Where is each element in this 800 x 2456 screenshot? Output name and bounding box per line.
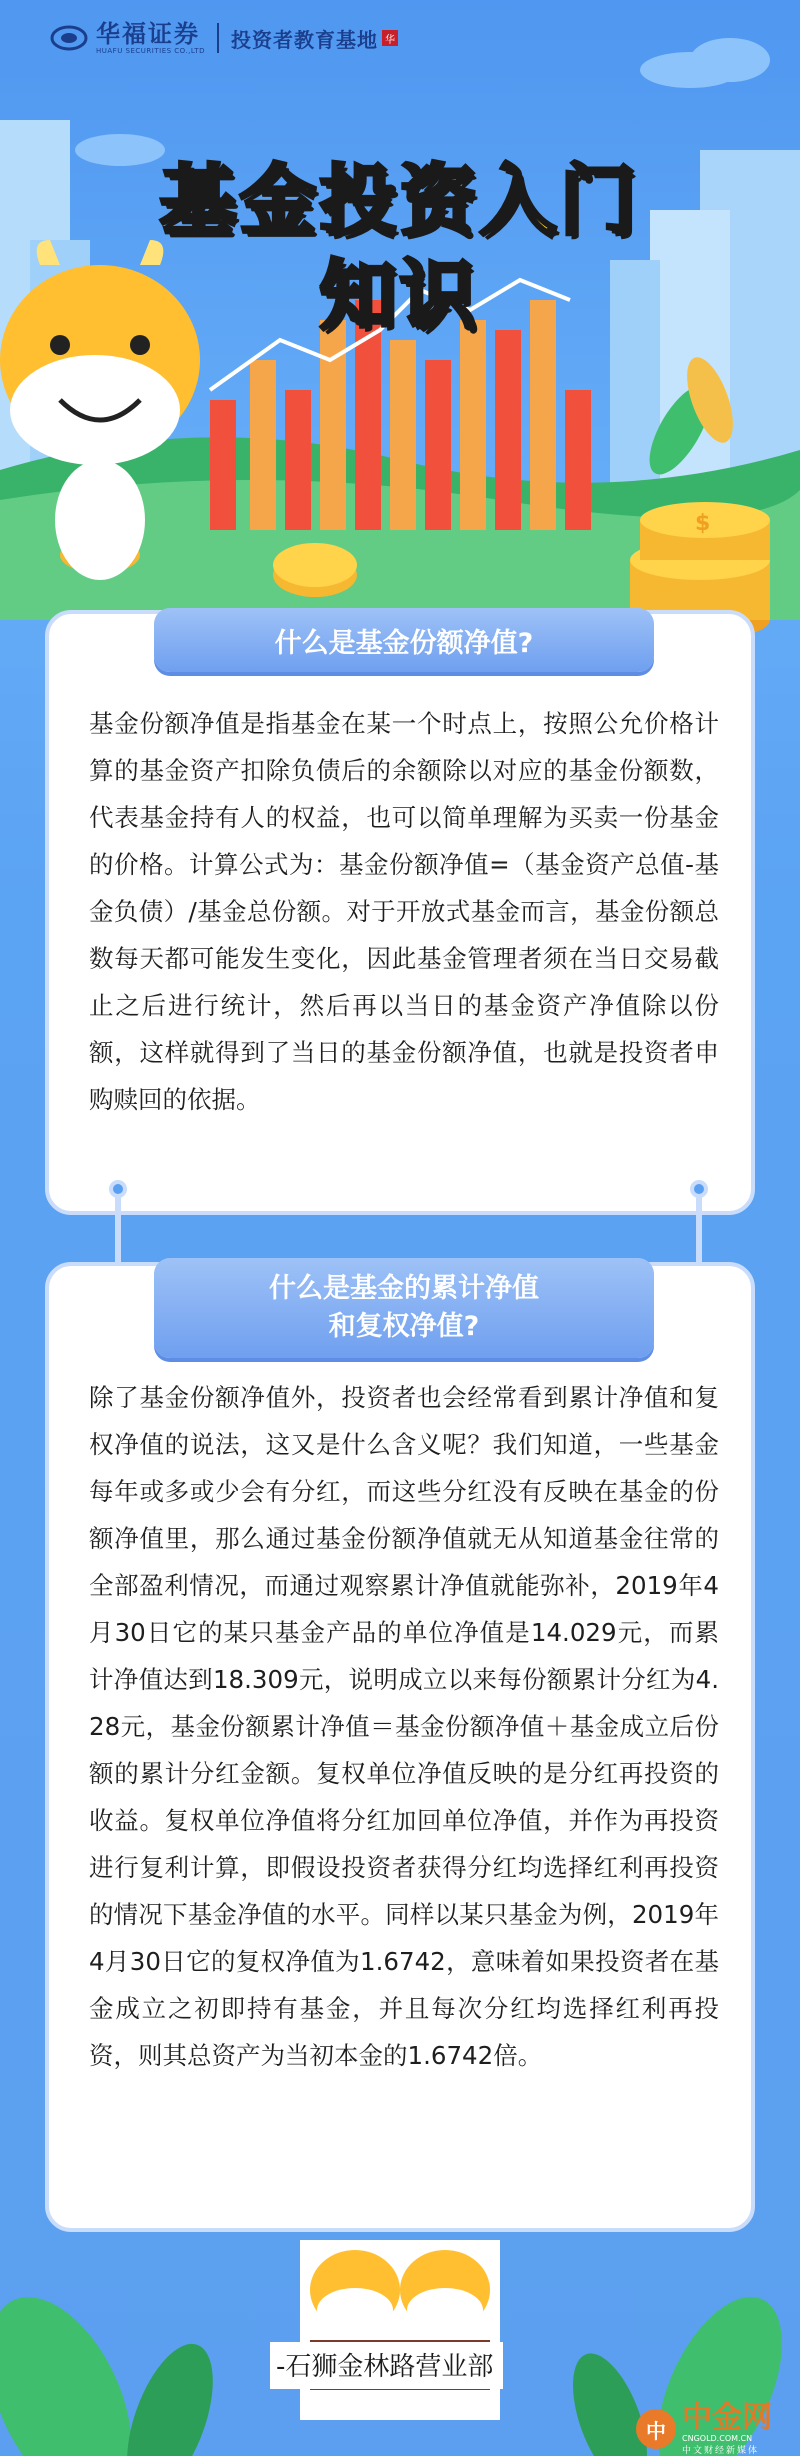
header (50, 18, 398, 58)
watermark-url: CNGOLD.COM.CN (682, 2434, 753, 2443)
seal-icon: 华 (382, 30, 398, 46)
watermark-name: 中金网 (682, 2400, 772, 2435)
hero (0, 60, 800, 660)
huafu-logo-icon (50, 24, 88, 52)
cngold-logo-icon: 中 (636, 2409, 676, 2449)
education-base-name: 投资者教育基地 (230, 27, 378, 52)
watermark (636, 2402, 772, 2456)
card1-title (154, 608, 654, 672)
card1-body: 基金份额净值是指基金在某一个时点上，按照公允价格计算的基金资产扣除负债后的余额除以对应的基金份额数，代表基金持有人的权益，也可以简单理解为买卖一份基金的价格。计算公式为：基金份额净值=（基金资产总值-基金负债）/基金总份额。对于开放式基金而言，基金份额总数每天都可能发生变化，因此基金管理者须在当日交易截止之后进行统计，然后再以当日的基金资产净值除以份额，这样就得到了当日的基金份额净值，也就是投资者申购赎回的依据。 (89, 709, 719, 1114)
card-cumulative-nav (45, 1262, 755, 2232)
connector-rod (696, 1196, 702, 1266)
brand-block (96, 21, 205, 56)
svg-text:$: $ (695, 511, 711, 536)
card1-title-text: 什么是基金份额净值? (274, 627, 534, 659)
hero-title-line2: 知识 (320, 251, 480, 340)
hero-title-line1: 基金投资入门 (160, 156, 640, 245)
footer-mascots-icon (300, 2240, 500, 2420)
brand-subtitle: HUAFU SECURITIES CO.,LTD (96, 46, 205, 55)
connector-rod (115, 1196, 121, 1266)
brand-name: 华福证券 (96, 19, 200, 48)
card2-title (154, 1258, 654, 1358)
watermark-subtitle: 中文财经新媒体 (682, 2446, 760, 2456)
watermark-text (682, 2402, 772, 2456)
card2-body: 除了基金份额净值外，投资者也会经常看到累计净值和复权净值的说法，这又是什么含义呢？我们知道，一些基金每年或多或少会有分红，而这些分红没有反映在基金的份额净值里，那么通过基金份额净值就无从知道基金往常的全部盈利情况，而通过观察累计净值就能弥补，2019年4月30日它的某只基金产品的单位净值是14.029元，而累计净值达到18.309元，说明成立以来每份额累计分红为4.28元，基金份额累计净值＝基金份额净值＋基金成立后份额的累计分红金额。复权单位净值反映的是分红再投资的收益。复权单位净值将分红加回单位净值，并作为再投资进行复利计算，即假设投资者获得分红均选择红利再投资的情况下基金净值的水平。同样以某只基金为例，2019年4月30日它的复权净值为1.6742，意味着如果投资者在基金成立之初即持有基金，并且每次分红均选择红利再投资，则其总资产为当初本金的1.6742倍。 (89, 1383, 719, 2070)
branch-name: -石狮金林路营业部 (270, 2342, 503, 2389)
card-nav-definition (45, 610, 755, 1215)
header-divider (217, 23, 219, 53)
card2-title-line2: 和复权净值? (328, 1311, 480, 1342)
card2-title-line1: 什么是基金的累计净值 (269, 1273, 539, 1304)
